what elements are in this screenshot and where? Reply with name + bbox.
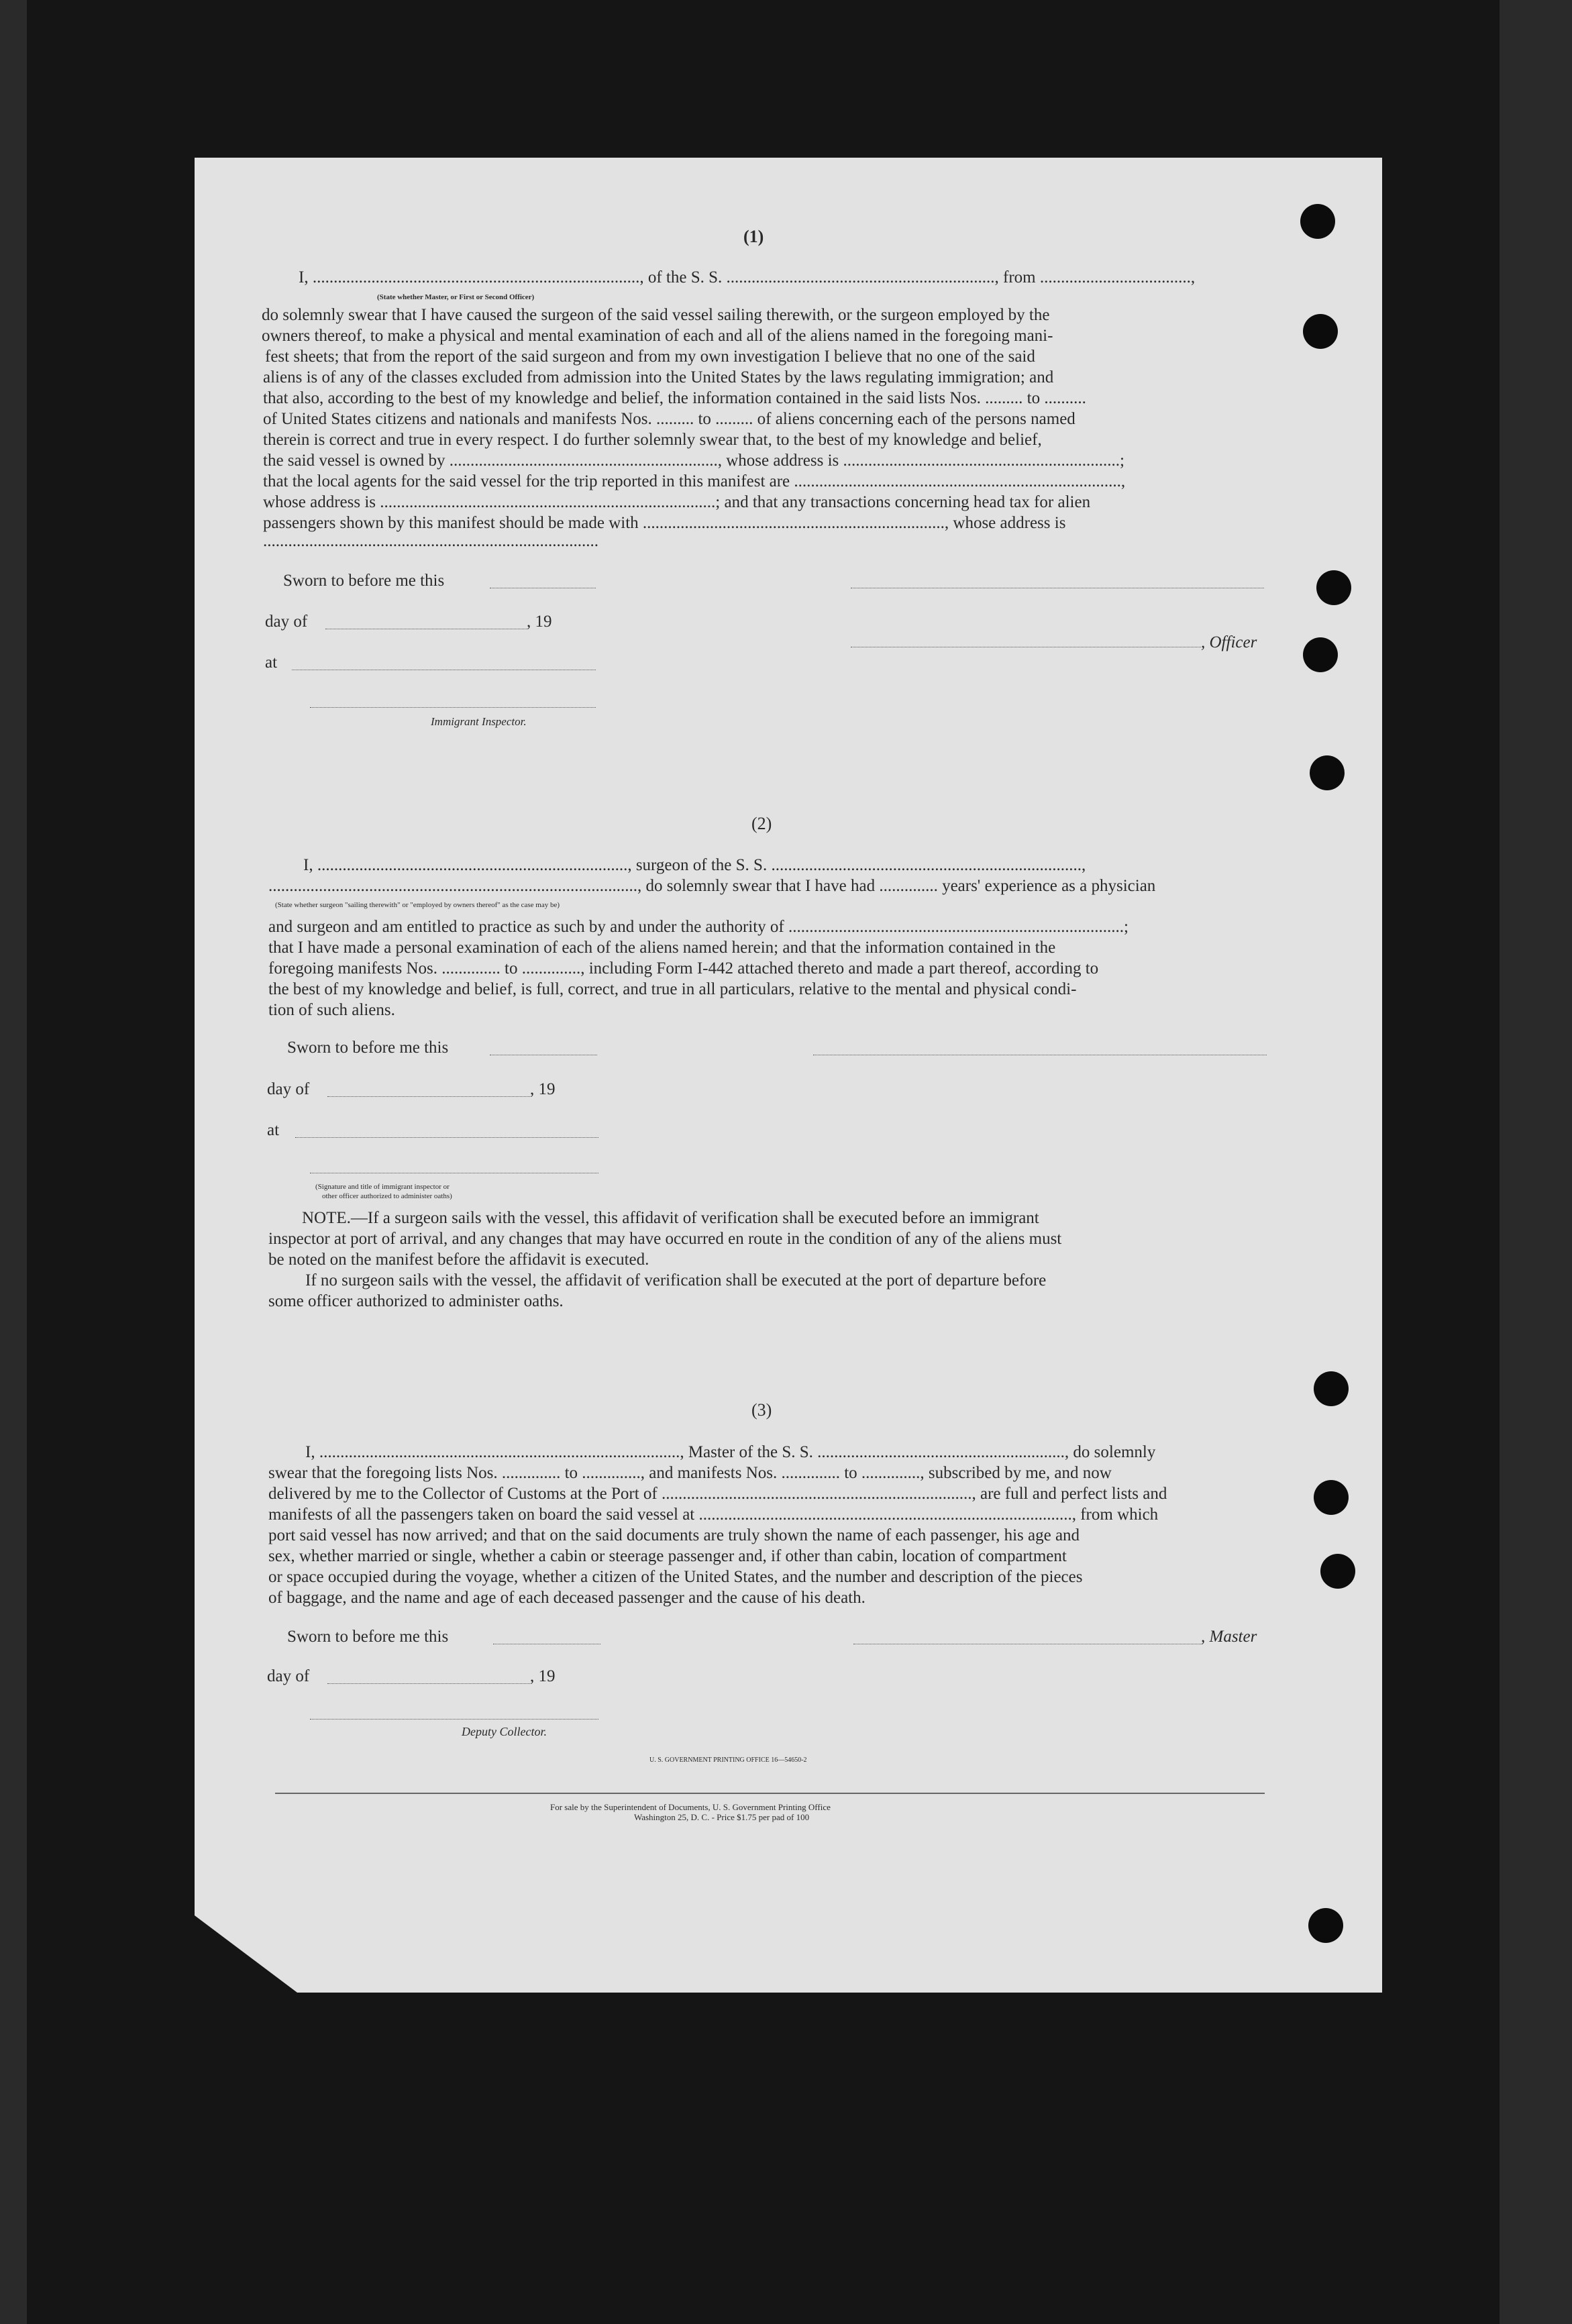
punch-hole bbox=[1316, 570, 1351, 605]
section-2-line: I, .........................................................................., surgeon of the S. S. .........................................................................., bbox=[303, 856, 1086, 874]
section-1-number: (1) bbox=[743, 227, 764, 246]
punch-hole bbox=[1314, 1371, 1349, 1406]
section-1-line: that the local agents for the said vessel for the trip reported in this manifest are .............................................................................., bbox=[263, 472, 1126, 490]
section-1-line: aliens is of any of the classes excluded from admission into the United States by the laws regulating immigration; and bbox=[263, 368, 1054, 386]
section-3-line: delivered by me to the Collector of Customs at the Port of .........................................................................., are full and perfect lists and bbox=[268, 1485, 1167, 1503]
section-3-line: of baggage, and the name and age of each deceased passenger and the cause of his death. bbox=[268, 1589, 866, 1607]
section-1-line: ................................................................................ bbox=[263, 532, 598, 550]
day-line bbox=[327, 1683, 530, 1684]
section-1-line: passengers shown by this manifest should be made with ........................................................................, whose address is bbox=[263, 514, 1066, 532]
section-2-day-of-label: day of bbox=[267, 1080, 310, 1098]
section-1-line: of United States citizens and nationals and manifests Nos. ......... to ......... of aliens concerning each of the persons named bbox=[263, 410, 1076, 428]
section-1-officer-label: , Officer bbox=[1201, 633, 1257, 651]
section-2-line: tion of such aliens. bbox=[268, 1001, 395, 1019]
section-2-sworn-label: Sworn to before me this bbox=[287, 1039, 449, 1057]
section-1-inspector-label: Immigrant Inspector. bbox=[431, 715, 527, 728]
at-line bbox=[295, 1137, 598, 1138]
punch-hole bbox=[1310, 755, 1345, 790]
section-1-line: I, .............................................................................., of the S. S. ................................................................, from ...................................., bbox=[299, 268, 1196, 286]
sale-notice: Washington 25, D. C. - Price $1.75 per pad of 100 bbox=[634, 1812, 810, 1822]
section-3-number: (3) bbox=[751, 1400, 772, 1420]
section-2-note: inspector at port of arrival, and any changes that may have occurred en route in the condition of any of the aliens must bbox=[268, 1230, 1062, 1248]
section-3-sworn-label: Sworn to before me this bbox=[287, 1628, 449, 1646]
section-2-note: NOTE.—If a surgeon sails with the vessel, this affidavit of verification shall be executed before an immigrant bbox=[302, 1209, 1039, 1227]
section-3-line: port said vessel has now arrived; and that on the said documents are truly shown the name of each passenger, his age and bbox=[268, 1526, 1080, 1544]
footer-rule bbox=[275, 1793, 1265, 1794]
background-edge-right bbox=[1500, 0, 1572, 2324]
sale-notice: For sale by the Superintendent of Documents, U. S. Government Printing Office bbox=[550, 1802, 831, 1812]
background-edge-left bbox=[0, 0, 27, 2324]
section-3-day-of-label: day of bbox=[267, 1667, 310, 1685]
section-2-line: the best of my knowledge and belief, is full, correct, and true in all particulars, relative to the mental and physical condi- bbox=[268, 980, 1077, 998]
section-2-number: (2) bbox=[751, 814, 772, 833]
section-2-line: foregoing manifests Nos. .............. to .............., including Form I-442 attached thereto and made a part thereof, according to bbox=[268, 959, 1099, 978]
section-2-signature-note: other officer authorized to administer oaths) bbox=[322, 1192, 452, 1200]
section-3-line: I, ......................................................................................, Master of the S. S. ..........................................................., do solemnly bbox=[305, 1443, 1156, 1461]
section-3-year: , 19 bbox=[530, 1667, 556, 1685]
section-3-master-label: , Master bbox=[1201, 1628, 1257, 1646]
gpo-imprint: U. S. GOVERNMENT PRINTING OFFICE 16—54650-2 bbox=[649, 1756, 807, 1764]
section-2-note: be noted on the manifest before the affidavit is executed. bbox=[268, 1251, 649, 1269]
section-1-year: , 19 bbox=[527, 613, 552, 631]
section-2-signature-note: (Signature and title of immigrant inspector or bbox=[315, 1183, 450, 1191]
inspector-signature-line bbox=[310, 707, 596, 708]
section-3-collector-label: Deputy Collector. bbox=[462, 1725, 547, 1738]
punch-hole bbox=[1303, 314, 1338, 349]
section-1-line: therein is correct and true in every respect. I do further solemnly swear that, to the best of my knowledge and belief, bbox=[263, 431, 1042, 449]
section-1-line: that also, according to the best of my knowledge and belief, the information contained in the said lists Nos. ......... to .......... bbox=[263, 389, 1086, 407]
section-2-surgeon-note: (State whether surgeon "sailing therewith" or "employed by owners thereof" as the case may be) bbox=[275, 901, 560, 909]
punch-hole bbox=[1320, 1554, 1355, 1589]
section-1-officer-note: (State whether Master, or First or Second Officer) bbox=[377, 293, 535, 301]
section-2-line: ........................................................................................, do solemnly swear that I have had .............. years' experience as a physician bbox=[268, 877, 1156, 895]
section-2-at-label: at bbox=[267, 1121, 280, 1139]
section-1-line: the said vessel is owned by ................................................................, whose address is ..................................................................; bbox=[263, 452, 1124, 470]
section-1-at-label: at bbox=[265, 653, 278, 672]
section-3-line: or space occupied during the voyage, whether a citizen of the United States, and the number and description of the pieces bbox=[268, 1568, 1083, 1586]
section-1-line: do solemnly swear that I have caused the surgeon of the said vessel sailing therewith, or the surgeon employed by the bbox=[262, 306, 1050, 324]
section-2-note: some officer authorized to administer oaths. bbox=[268, 1292, 564, 1310]
punch-hole bbox=[1308, 1908, 1343, 1943]
section-1-sworn-label: Sworn to before me this bbox=[283, 572, 445, 590]
section-2-line: and surgeon and am entitled to practice as such by and under the authority of ................................................................................; bbox=[268, 918, 1129, 936]
section-2-note: If no surgeon sails with the vessel, the affidavit of verification shall be executed at the port of departure before bbox=[305, 1271, 1047, 1289]
section-2-year: , 19 bbox=[530, 1080, 556, 1098]
section-3-line: sex, whether married or single, whether a cabin or steerage passenger and, if other than cabin, location of compartment bbox=[268, 1547, 1067, 1565]
punch-hole bbox=[1300, 204, 1335, 239]
section-1-line: owners thereof, to make a physical and mental examination of each and all of the aliens named in the foregoing mani- bbox=[262, 327, 1053, 345]
day-line bbox=[327, 1096, 530, 1097]
section-2-line: that I have made a personal examination of each of the aliens named herein; and that the information contained in the bbox=[268, 939, 1056, 957]
section-3-line: swear that the foregoing lists Nos. .............. to .............., and manifests Nos. .............. to .............., subscribed by me, and now bbox=[268, 1464, 1112, 1482]
punch-hole bbox=[1303, 637, 1338, 672]
section-1-day-of-label: day of bbox=[265, 613, 308, 631]
section-1-line: fest sheets; that from the report of the said surgeon and from my own investigation I believe that no one of the said bbox=[265, 348, 1035, 366]
collector-signature-line bbox=[310, 1719, 598, 1720]
section-1-line: whose address is ................................................................................; and that any transactions concerning head tax for alien bbox=[263, 493, 1091, 511]
punch-hole bbox=[1314, 1480, 1349, 1515]
section-3-line: manifests of all the passengers taken on board the said vessel at ........................................................................................., from which bbox=[268, 1506, 1159, 1524]
